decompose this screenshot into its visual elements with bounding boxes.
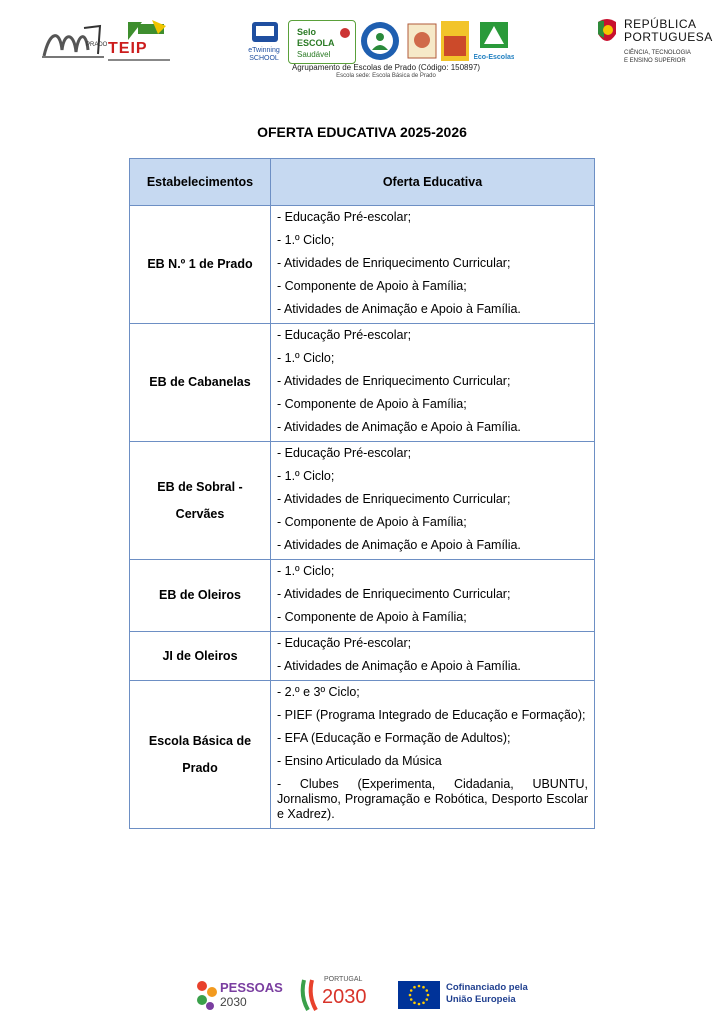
- page-title: OFERTA EDUCATIVA 2025-2026: [257, 124, 467, 140]
- cofinanciado-ue-logo: [398, 980, 538, 1010]
- republica-line2: PORTUGUESA: [624, 30, 713, 44]
- etwinning-logo: [244, 20, 284, 62]
- offer-item: - Ensino Articulado da Música: [277, 754, 442, 768]
- offer-list: [271, 442, 595, 560]
- establishment-name: Escola Básica de Prado: [130, 681, 271, 829]
- offer-list: [271, 206, 595, 324]
- stamp-logo: [406, 20, 438, 62]
- escola-sticker-logo: [440, 20, 470, 62]
- offer-item: - Componente de Apoio à Família;: [277, 610, 467, 624]
- table-row: [130, 206, 595, 324]
- eu-star-icon: [425, 998, 428, 1001]
- svg-text:SCHOOL: SCHOOL: [249, 55, 279, 62]
- offer-item: - Atividades de Animação e Apoio à Família.: [277, 420, 521, 434]
- offer-item: - Atividades de Enriquecimento Curricular;: [277, 256, 511, 270]
- eu-star-icon: [409, 994, 412, 997]
- eu-star-icon: [422, 1001, 425, 1004]
- offer-item: - Educação Pré-escolar;: [277, 636, 412, 650]
- offer-item: - Atividades de Animação e Apoio à Família.: [277, 302, 521, 316]
- portugal-label: PORTUGAL: [324, 976, 363, 983]
- offer-item: - Componente de Apoio à Família;: [277, 515, 467, 529]
- offer-item: - Atividades de Enriquecimento Curricular;: [277, 492, 511, 506]
- offer-item: - 2.º e 3º Ciclo;: [277, 685, 360, 699]
- eu-star-icon: [410, 998, 413, 1001]
- offer-item: - Atividades de Animação e Apoio à Família.: [277, 659, 521, 673]
- offer-list: [271, 324, 595, 442]
- offer-item: - Atividades de Animação e Apoio à Família.: [277, 538, 521, 552]
- agrupamento-caption: Agrupamento de Escolas de Prado (Código: 150897): [291, 63, 481, 72]
- table-body: [130, 206, 595, 829]
- offer-item: - PIEF (Programa Integrado de Educação e Formação);: [277, 708, 586, 722]
- pessoas-year: 2030: [220, 995, 247, 1009]
- prado-logo: [40, 20, 106, 64]
- teip-label: TEIP: [108, 40, 148, 57]
- establishment-name: EB de Sobral - Cervães: [130, 442, 271, 560]
- eu-star-icon: [427, 994, 430, 997]
- offer-item: - Componente de Apoio à Família;: [277, 279, 467, 293]
- eu-star-icon: [418, 1003, 421, 1006]
- eu-line2: União Europeia: [446, 994, 516, 1005]
- svg-text:Eco-Escolas: Eco-Escolas: [474, 54, 514, 61]
- eco-escolas-logo: [474, 20, 514, 62]
- oferta-educativa-table: [129, 158, 595, 829]
- offer-item: - Atividades de Enriquecimento Curricular;: [277, 587, 511, 601]
- eu-star-icon: [413, 986, 416, 989]
- ministry-line2: E ENSINO SUPERIOR: [624, 58, 686, 64]
- table-row: [130, 442, 595, 560]
- offer-item: - Educação Pré-escolar;: [277, 210, 412, 224]
- eu-star-icon: [422, 986, 425, 989]
- offer-item: - Clubes (Experimenta, Cidadania, UBUNTU, Jornalismo, Programação e Robótica, Desporto Escolar e Xadrez).: [277, 777, 588, 821]
- offer-list: [271, 560, 595, 632]
- eu-star-icon: [410, 989, 413, 992]
- eu-line1: Cofinanciado pela: [446, 982, 528, 993]
- offer-list: [271, 632, 595, 681]
- table-row: [130, 632, 595, 681]
- pessoas-2030-logo: [192, 978, 284, 1012]
- republica-portuguesa-logo: [594, 18, 714, 78]
- offer-item: - EFA (Educação e Formação de Adultos);: [277, 731, 511, 745]
- table-row: [130, 560, 595, 632]
- selo-escola-saudavel-logo: [288, 20, 356, 64]
- svg-text:Selo: Selo: [297, 27, 317, 37]
- offer-item: - Educação Pré-escolar;: [277, 328, 412, 342]
- pessoas-label: PESSOAS: [220, 980, 283, 995]
- eu-star-icon: [425, 989, 428, 992]
- table-header-row: [130, 159, 595, 206]
- establishment-name: JI de Oleiros: [130, 632, 271, 681]
- establishment-name: EB N.º 1 de Prado: [130, 206, 271, 324]
- offer-item: - 1.º Ciclo;: [277, 351, 335, 365]
- offer-item: - Educação Pré-escolar;: [277, 446, 412, 460]
- republica-line1: REPÚBLICA: [624, 17, 697, 31]
- offer-item: - Atividades de Enriquecimento Curricular;: [277, 374, 511, 388]
- teip-logo: [108, 18, 170, 64]
- offer-item: - 1.º Ciclo;: [277, 564, 335, 578]
- offer-item: - 1.º Ciclo;: [277, 469, 335, 483]
- svg-text:ESCOLA: ESCOLA: [297, 38, 335, 48]
- column-header-estabelecimentos: Estabelecimentos: [130, 159, 271, 206]
- column-header-oferta: Oferta Educativa: [271, 159, 595, 206]
- agrupamento-subcaption: Escola sede: Escola Básica de Prado: [336, 73, 436, 79]
- table-row: [130, 681, 595, 829]
- offer-item: - Componente de Apoio à Família;: [277, 397, 467, 411]
- offer-item: - 1.º Ciclo;: [277, 233, 335, 247]
- eu-star-icon: [413, 1001, 416, 1004]
- establishment-name: EB de Oleiros: [130, 560, 271, 632]
- offer-list: [271, 681, 595, 829]
- eu-star-icon: [418, 985, 421, 988]
- community-logo: [358, 20, 402, 62]
- table-row: [130, 324, 595, 442]
- svg-text:Saudável: Saudável: [297, 50, 331, 59]
- portugal-year: 2030: [322, 986, 367, 1008]
- portugal-2030-logo: [298, 976, 382, 1012]
- prado-logo-label: PRADO: [86, 42, 108, 48]
- establishment-name: EB de Cabanelas: [130, 324, 271, 442]
- ministry-line1: CIÊNCIA, TECNOLOGIA: [624, 50, 691, 56]
- svg-text:eTwinning: eTwinning: [248, 47, 280, 54]
